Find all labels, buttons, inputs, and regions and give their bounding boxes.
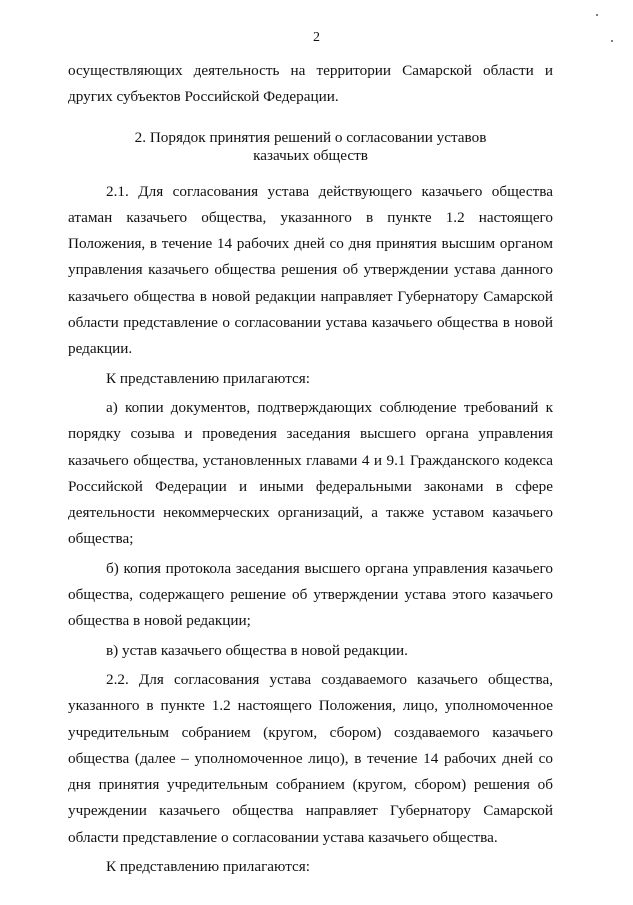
- document-body: [68, 58, 553, 880]
- heading-line-1: 2. Порядок принятия решений о согласовании уставов: [134, 128, 487, 146]
- scan-speck: [611, 40, 613, 42]
- list-item-a: а) копии документов, подтверждающих соблюдение требований к порядку созыва и проведения заседания высшего органа управления казачьего общества, установленных главами 4 и 9.1 Гражданского кодекса Российской Федерации и иными федеральными законами в сфере деятельности некоммерческих организаций, а также уставом казачьего общества;: [68, 398, 553, 548]
- list-item-b: б) копия протокола заседания высшего органа управления казачьего общества, содержащего решение об утверждении устава этого казачьего общества в новой редакции;: [68, 559, 553, 630]
- paragraph-attachments-1: К представлению прилагаются:: [106, 369, 310, 387]
- scan-speck: [596, 14, 598, 16]
- page-number: 2: [313, 30, 320, 45]
- paragraph-attachments-2: К представлению прилагаются:: [106, 858, 310, 876]
- section-heading: [68, 129, 553, 165]
- paragraph-2-2: 2.2. Для согласования устава создаваемого казачьего общества, указанного в пункте 1.2 настоящего Положения, лицо, уполномоченное учредительным собранием (кругом, сбором) создаваемого казачьего общества (далее – уполномоченное лицо), в течение 14 рабочих дней со дня принятия учредительным собранием (кругом, сбором) решения об учреждении казачьего общества направляет Губернатору Самарской области представление о согласовании устава казачьего общества.: [68, 670, 553, 846]
- heading-line-2: казачьих обществ: [253, 146, 368, 164]
- paragraph-intro: осуществляющих деятельность на территории Самарской области и других субъектов Российской Федерации.: [68, 62, 553, 106]
- paragraph-2-1: 2.1. Для согласования устава действующего казачьего общества атаман казачьего общества, указанного в пункте 1.2 настоящего Положения, в течение 14 рабочих дней со дня принятия высшим органом управления казачьего общества решения об утверждении устава данного казачьего общества в новой редакции направляет Губернатору Самарской области представление о согласовании устава казачьего общества в новой редакции.: [68, 182, 553, 358]
- list-item-v: в) устав казачьего общества в новой редакции.: [106, 641, 408, 659]
